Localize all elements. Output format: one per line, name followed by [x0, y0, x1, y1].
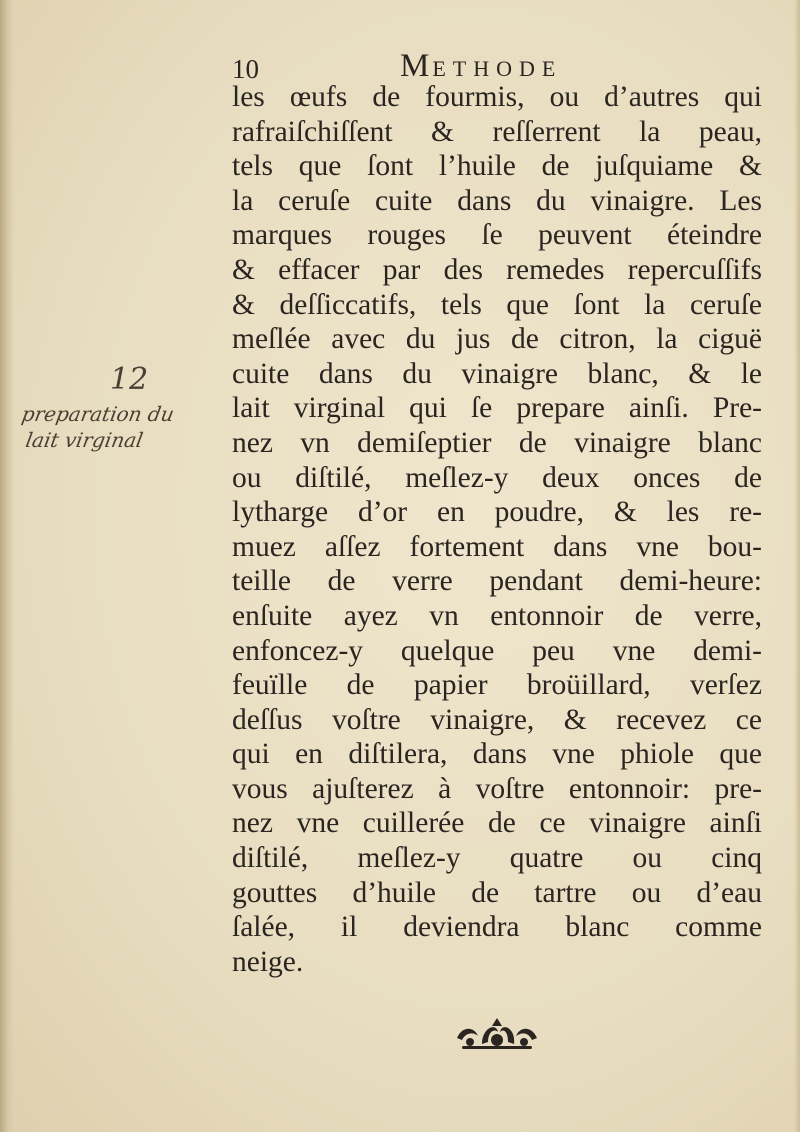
text-line: feuïlle de papier broüillard, verſez — [232, 669, 762, 702]
text-line: ſalée, il deviendra blanc comme — [232, 911, 762, 944]
text-line: nez vne cuillerée de ce vinaigre ainſi — [232, 807, 762, 840]
text-line: gouttes d’huile de tartre ou d’eau — [232, 876, 762, 909]
text-line: vous ajuſterez à voſtre entonnoir: pre- — [232, 772, 762, 805]
text-line: muez aſſez fortement dans vne bou- — [232, 530, 762, 563]
text-line: la ceruſe cuite dans du vinaigre. Les — [232, 184, 762, 217]
margin-note-line-1: preparation du — [19, 402, 176, 426]
text-line: lytharge d’or en poudre, & les re- — [232, 496, 762, 529]
text-line: teille de verre pendant demi-heure: — [232, 565, 762, 598]
text-line: tels que ſont l’huile de juſquiame & — [232, 150, 762, 183]
running-title-initial: M — [400, 48, 433, 84]
text-line: meſlée avec du jus de citron, la ciguë — [232, 323, 762, 356]
text-line: diſtilé, meſlez-y quatre ou cinq — [232, 842, 762, 875]
text-line: deſſus voſtre vinaigre, & recevez ce — [232, 703, 762, 736]
text-line: les œufs de fourmis, ou d’autres qui — [232, 81, 762, 113]
text-line: & effacer par des remedes repercuſſifs — [232, 253, 762, 286]
text-line: rafraiſchiſſent & reſſerrent la peau, — [232, 115, 762, 148]
margin-note-numeral: 12 — [110, 362, 149, 397]
text-line: qui en diſtilera, dans vne phiole que — [232, 738, 762, 771]
running-title-rest: ETHODE — [432, 56, 563, 81]
text-line: & deſſiccatifs, tels que ſont la ceruſe — [232, 288, 762, 321]
page-edge — [794, 0, 800, 1132]
page-number: 10 — [232, 54, 259, 84]
fleuron-ornament-icon — [452, 1014, 542, 1054]
handwritten-margin-note — [19, 362, 222, 472]
text-line: nez vn demiſeptier de vinaigre blanc — [232, 426, 762, 459]
text-line: lait virginal qui ſe prepare ainſi. Pre- — [232, 392, 762, 425]
text-line: marques rouges ſe peuvent éteindre — [232, 219, 762, 252]
text-line: enſuite ayez vn entonnoir de verre, — [232, 599, 762, 632]
text-line: ou diſtilé, meſlez-y deux onces de — [232, 461, 762, 494]
text-line: neige. — [232, 945, 304, 978]
text-line: cuite dans du vinaigre blanc, & le — [232, 357, 762, 390]
body-text — [232, 80, 762, 979]
text-line: enfoncez-y quelque peu vne demi- — [232, 634, 762, 667]
binding-edge — [0, 0, 14, 1132]
margin-note-line-2: lait virginal — [23, 428, 145, 452]
